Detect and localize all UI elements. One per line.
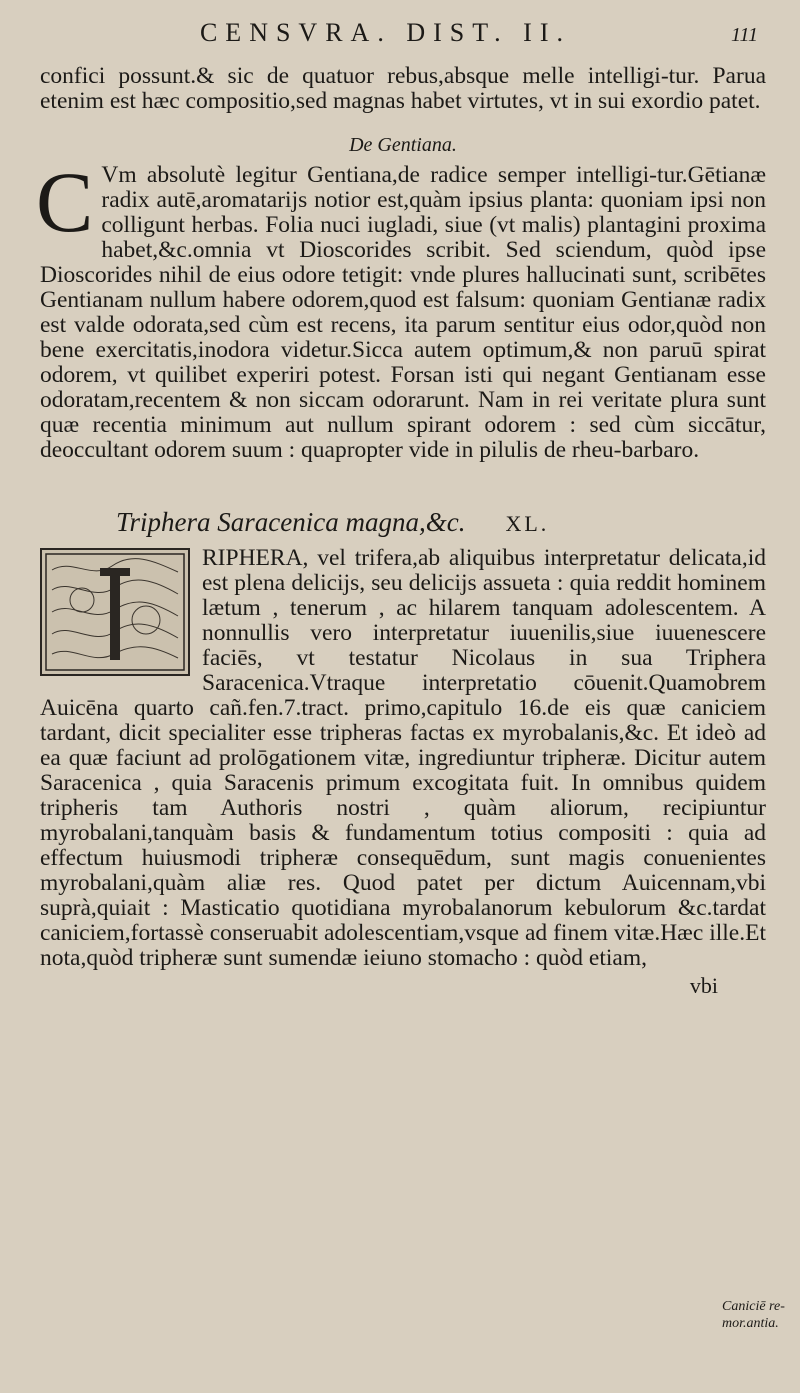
folio-number: 111: [730, 24, 758, 46]
margin-note: Caniciē re-mor.antia.: [722, 1299, 785, 1331]
continued-paragraph: confici possunt.& sic de quatuor rebus,absque melle intelligi-tur. Parua etenim est hæc compositio,sed magnas habet virtutes, vt in sui exordio patet.: [40, 63, 766, 114]
running-head: [40, 18, 766, 62]
triphera-text: RIPHERA, vel trifera,ab aliquibus interpretatur delicata,id est plena delicijs, seu delicijs assueta : quia reddit hominem lætum , tenerum , ac hilarem tanquam adolescentem. A nonnullis vero interpretatur iuuenilis,siue iuuenescere faciēs, vt testatur Nicolaus in sua Triphera Saracenica.Vtraque interpretatio cōuenit.Quamobrem Auicēna quarto cañ.fen.7.tract. primo,capitulo 16.de eis quæ caniciem tardant, dicit specialiter esse tripheras factas ex myrobalanis,&c. Et ideò ad ea quæ faciunt ad prolōgationem vitæ, ingrediuntur tripheræ. Dicitur autem Saracenica , quia Saracenis primum excogitata fuit. In omnibus quidem tripheris tam Authoris nostri , quàm aliorum, recipiuntur myrobalani,tanquàm basis & fundamentum totius compositi : quia ad effectum huiusmodi tripheræ consequēdum, sunt magis conuenientes myrobalani,quàm aliæ res. Quod patet per dictum Auicennam,vbi suprà,quiait : Masticatio quotidiana myrobalanorum kebulorum &c.tardat caniciem,fortassè conseruabit adolescentiam,vsque ad finem vitæ.Hæc ille.Et nota,quòd tripheræ sunt sumendæ ieiuno stomacho : quòd etiam,: [40, 545, 766, 971]
woodcut-initial-t-image: [40, 548, 190, 676]
section-heading-gentiana: De Gentiana.: [349, 134, 457, 156]
drop-initial: C: [36, 154, 94, 250]
triphera-paragraph: [40, 546, 766, 971]
chapter-number: XL.: [505, 511, 550, 536]
triphera-heading: Triphera Saracenica magna,&c.: [116, 507, 466, 537]
gentiana-paragraph: [36, 154, 766, 463]
catchword: vbi: [689, 973, 718, 998]
running-title: CENSVRA. DIST. II.: [199, 18, 571, 47]
section-heading-triphera: [116, 507, 766, 538]
gentiana-text: Vm absolutè legitur Gentiana,de radice semper intelligi-tur.Gētianæ radix autē,aromatarijs notior est,quàm ipsius planta: quoniam ipsi non colligunt herbas. Folia nuci iugladi, siue (vt malis) plantagini proxima habet,&c.omnia vt Dioscorides scribit. Sed sciendum, quòd ipse Dioscorides nihil de eius odore tetigit: vnde plures hallucinati sunt, scribētes Gentianam nullum habere odorem,quod est falsum: quoniam Gentianæ radix est valde odorata,sed cùm est recens, ita parum sentitur eius odor,quòd non bene exercitatis,inodora videtur.Sicca autem optimum,& non paruū spirat odorem, vt quilibet experiri potest. Forsan isti qui negant Gentianam esse odoratam,recentem & non siccam odorarunt. Nam in rei veritate plura sunt quæ recentia minimum aut nullum spirant odorem : sed cùm siccātur, deoccultant odorem suum : quapropter vide in pilulis de rheu-barbaro.: [40, 162, 766, 463]
